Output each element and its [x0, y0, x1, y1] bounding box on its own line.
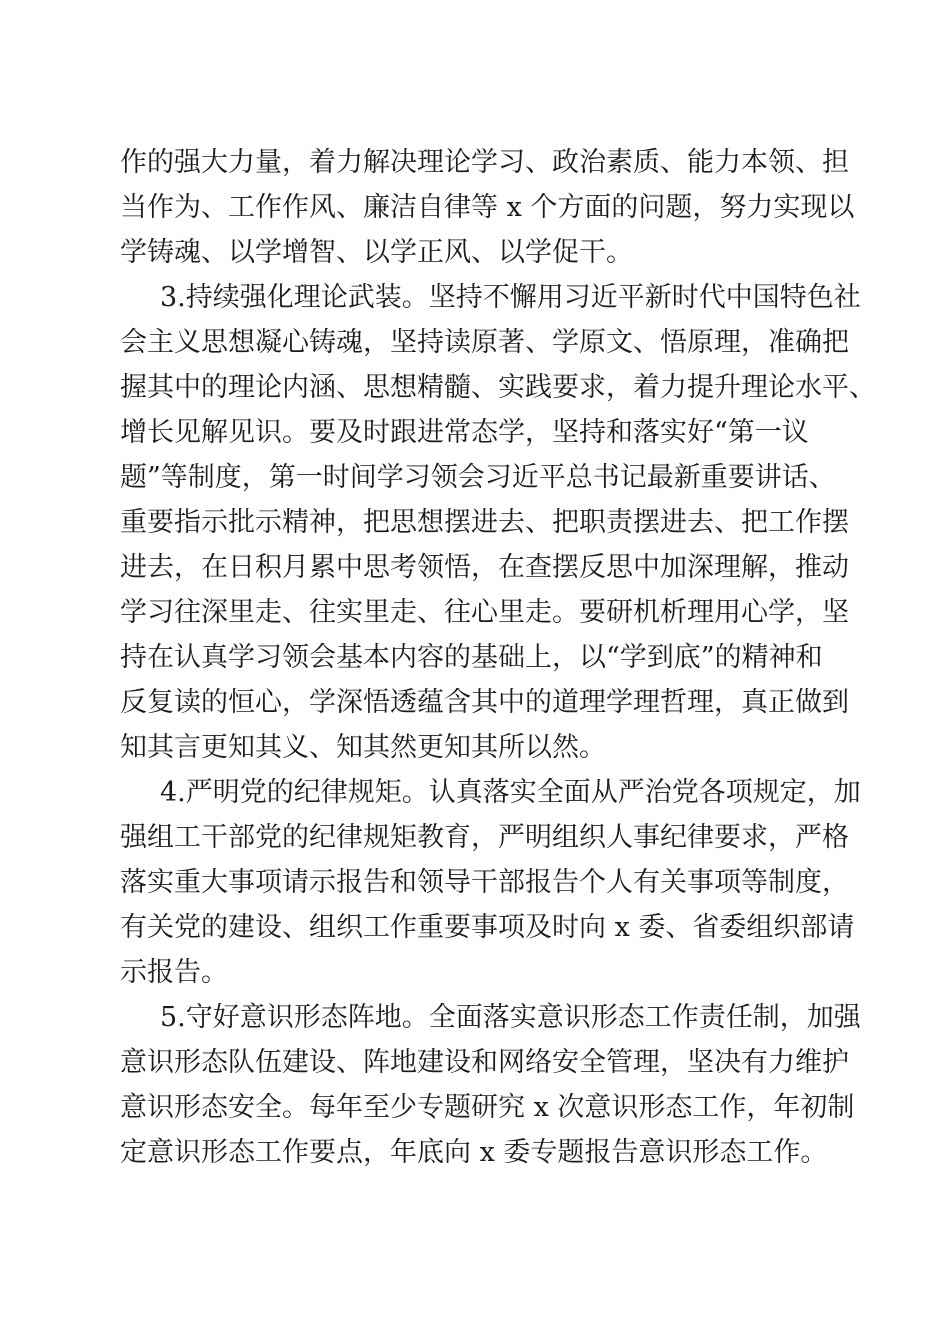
text-line: 进去，在日积月累中思考领悟，在查摆反思中加深理解，推动: [120, 552, 849, 583]
paragraph-4-first-line: 4.严明党的纪律规矩。认真落实全面从严治党各项规定，加: [160, 777, 861, 808]
text-line: 学习往深里走、往实里走、往心里走。要研机析理用心学，坚: [120, 597, 849, 628]
text-line: 示报告。: [120, 957, 228, 988]
text-line: 会主义思想凝心铸魂，坚持读原著、学原文、悟原理，准确把: [120, 327, 849, 358]
paragraph-3-first-line: 3.持续强化理论武装。坚持不懈用习近平新时代中国特色社: [160, 282, 861, 313]
text-line: 学铸魂、以学增智、以学正风、以学促干。: [120, 237, 633, 268]
text-line: 握其中的理论内涵、思想精髓、实践要求，着力提升理论水平、: [120, 372, 876, 403]
text-line: 持在认真学习领会基本内容的基础上，以“学到底”的精神和: [120, 642, 823, 673]
text-line: 定意识形态工作要点，年底向 x 委专题报告意识形态工作。: [120, 1137, 828, 1168]
text-line: 强组工干部党的纪律规矩教育，严明组织人事纪律要求，严格: [120, 822, 849, 853]
text-line: 知其言更知其义、知其然更知其所以然。: [120, 732, 606, 763]
text-line: 落实重大事项请示报告和领导干部报告个人有关事项等制度，: [120, 867, 849, 898]
text-line: 作的强大力量，着力解决理论学习、政治素质、能力本领、担: [120, 147, 849, 178]
text-line: 重要指示批示精神，把思想摆进去、把职责摆进去、把工作摆: [120, 507, 849, 538]
text-line: 意识形态安全。每年至少专题研究 x 次意识形态工作，年初制: [120, 1092, 855, 1123]
text-line: 增长见解见识。要及时跟进常态学，坚持和落实好“第一议: [120, 417, 809, 448]
text-line: 当作为、工作作风、廉洁自律等 x 个方面的问题，努力实现以: [120, 192, 855, 223]
text-line: 题”等制度，第一时间学习领会习近平总书记最新重要讲话、: [120, 462, 836, 493]
paragraph-5-first-line: 5.守好意识形态阵地。全面落实意识形态工作责任制，加强: [160, 1002, 861, 1033]
text-line: 反复读的恒心，学深悟透蕴含其中的道理学理哲理，真正做到: [120, 687, 849, 718]
text-line: 有关党的建设、组织工作重要事项及时向 x 委、省委组织部请: [120, 912, 855, 943]
text-line: 意识形态队伍建设、阵地建设和网络安全管理，坚决有力维护: [120, 1047, 849, 1078]
